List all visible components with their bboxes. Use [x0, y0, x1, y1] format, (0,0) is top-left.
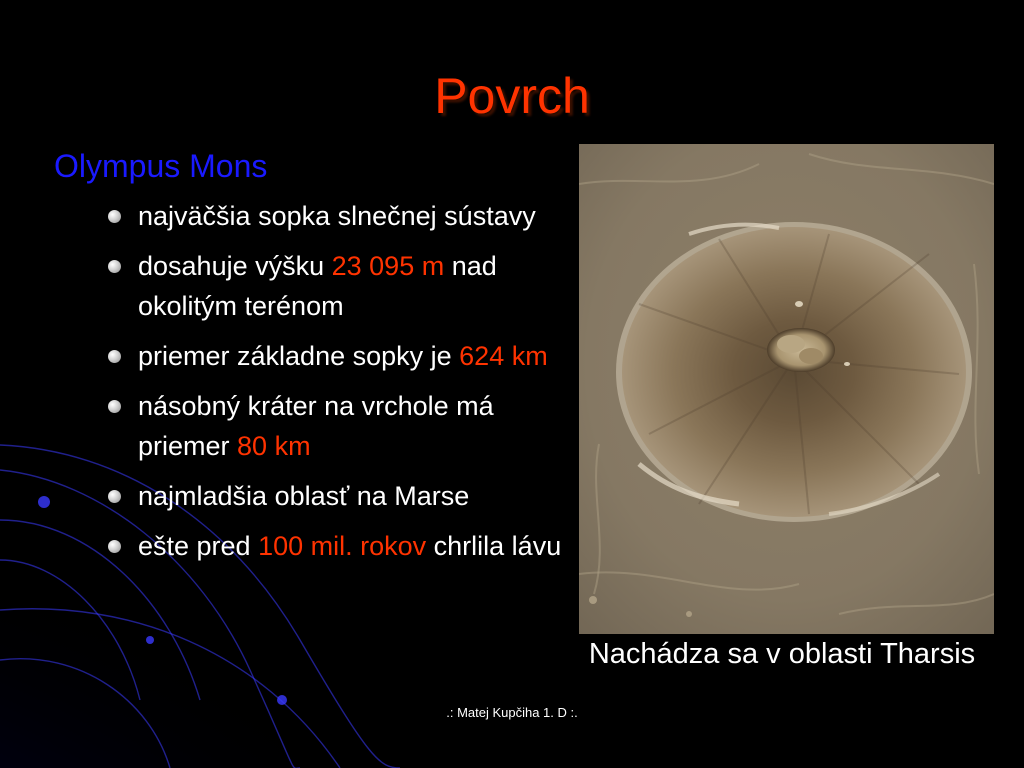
bullet-segment: najmladšia oblasť na Marse — [138, 481, 470, 511]
bullet-icon — [108, 260, 121, 273]
subheading: Olympus Mons — [54, 148, 268, 184]
bullet-segment: najväčšia sopka slnečnej sústavy — [138, 201, 536, 231]
bullet-item — [104, 246, 574, 326]
highlight-value: 624 km — [459, 341, 548, 371]
footer-author: .: Matej Kupčiha 1. D :. — [446, 705, 578, 720]
highlight-value: 100 mil. rokov — [258, 531, 427, 561]
bullet-text — [138, 391, 494, 461]
bullet-text — [138, 251, 497, 321]
bullet-item — [104, 196, 574, 236]
slide-title: Povrch — [434, 68, 590, 124]
bullet-text — [138, 481, 469, 511]
bullet-item — [104, 526, 574, 566]
bullet-segment: ešte pred — [138, 531, 259, 561]
bullet-text — [138, 341, 548, 371]
image-caption: Nachádza sa v oblasti Tharsis — [588, 638, 976, 670]
bullet-text — [138, 201, 536, 231]
bullet-icon — [108, 490, 121, 503]
bullet-icon — [108, 400, 121, 413]
bullet-segment: chrlila lávu — [426, 531, 562, 561]
bullet-icon — [108, 210, 121, 223]
highlight-value: 80 km — [237, 431, 311, 461]
bullet-segment: nad okolitým terénom — [138, 251, 497, 321]
bullet-icon — [108, 350, 121, 363]
bullet-item — [104, 336, 574, 376]
olympus-mons-photo — [579, 144, 994, 634]
bullet-item — [104, 476, 574, 516]
bullet-segment: priemer základne sopky je — [138, 341, 460, 371]
bullet-list — [104, 196, 574, 576]
bullet-text — [138, 531, 561, 561]
highlight-value: 23 095 m — [331, 251, 445, 281]
bullet-icon — [108, 540, 121, 553]
bullet-segment: dosahuje výšku — [138, 251, 332, 281]
bullet-item — [104, 386, 574, 466]
bullet-segment: násobný kráter na vrchole má priemer — [138, 391, 494, 461]
